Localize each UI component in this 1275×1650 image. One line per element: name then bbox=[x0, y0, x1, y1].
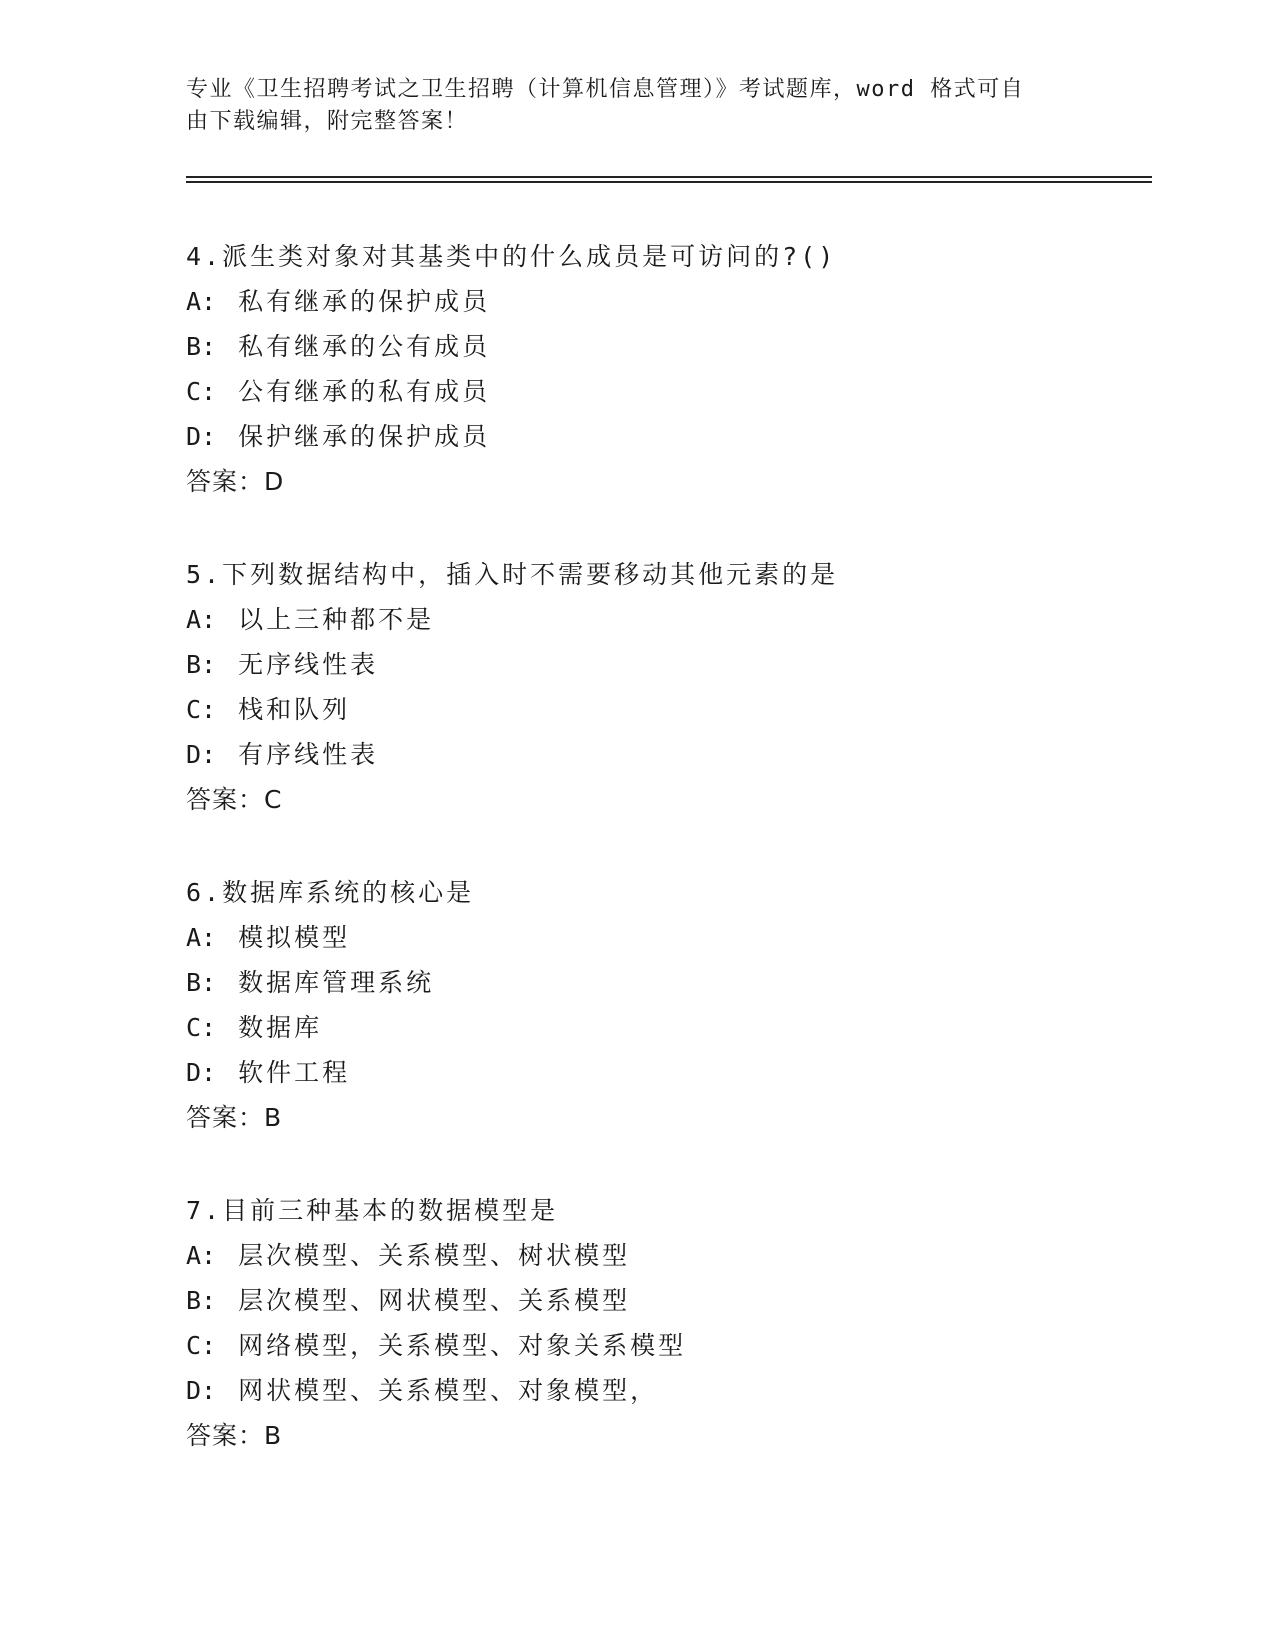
answer-line bbox=[186, 1413, 1166, 1458]
document-header bbox=[186, 74, 1066, 138]
answer-label: 答案： bbox=[186, 467, 265, 496]
header-line-1: 专业《卫生招聘考试之卫生招聘（计算机信息管理）》考试题库，word 格式可自 bbox=[186, 77, 1025, 102]
option-b bbox=[186, 960, 1166, 1005]
option-text: 网状模型、关系模型、对象模型， bbox=[238, 1376, 659, 1405]
option-text: 数据库 bbox=[238, 1013, 323, 1042]
option-a bbox=[186, 597, 1166, 642]
option-text: 公有继承的私有成员 bbox=[238, 377, 491, 406]
question-7 bbox=[186, 1188, 1166, 1506]
option-letter: A: bbox=[186, 287, 217, 316]
header-line-2: 由下载编辑，附完整答案！ bbox=[186, 109, 469, 134]
option-letter: A: bbox=[186, 605, 217, 634]
question-stem: 4.派生类对象对其基类中的什么成员是可访问的?() bbox=[186, 242, 837, 271]
option-letter: C: bbox=[186, 1013, 217, 1042]
answer-label: 答案： bbox=[186, 1103, 265, 1132]
option-letter: B: bbox=[186, 332, 217, 361]
option-c bbox=[186, 1005, 1166, 1050]
option-letter: D: bbox=[186, 422, 217, 451]
option-letter: A: bbox=[186, 1241, 217, 1270]
option-letter: D: bbox=[186, 1376, 217, 1405]
option-letter: D: bbox=[186, 1058, 217, 1087]
option-letter: B: bbox=[186, 1286, 217, 1315]
header-divider-top bbox=[186, 176, 1152, 178]
option-a bbox=[186, 1233, 1166, 1278]
option-a bbox=[186, 915, 1166, 960]
option-text: 网络模型，关系模型、对象关系模型 bbox=[238, 1331, 687, 1360]
answer-value: C bbox=[264, 785, 283, 814]
option-letter: C: bbox=[186, 695, 217, 724]
question-list bbox=[186, 234, 1166, 1506]
option-letter: B: bbox=[186, 650, 217, 679]
answer-value: B bbox=[264, 1103, 283, 1132]
option-d bbox=[186, 732, 1166, 777]
question-stem: 7.目前三种基本的数据模型是 bbox=[186, 1196, 559, 1225]
option-text: 私有继承的保护成员 bbox=[238, 287, 491, 316]
option-d bbox=[186, 1368, 1166, 1413]
option-d bbox=[186, 1050, 1166, 1095]
option-a bbox=[186, 279, 1166, 324]
answer-label: 答案： bbox=[186, 785, 265, 814]
option-text: 层次模型、关系模型、树状模型 bbox=[238, 1241, 631, 1270]
option-text: 模拟模型 bbox=[238, 923, 351, 952]
header-divider-bottom bbox=[186, 181, 1152, 183]
option-text: 有序线性表 bbox=[238, 740, 379, 769]
question-stem: 6.数据库系统的核心是 bbox=[186, 878, 475, 907]
option-text: 私有继承的公有成员 bbox=[238, 332, 491, 361]
question-6 bbox=[186, 870, 1166, 1188]
option-c bbox=[186, 1323, 1166, 1368]
option-b bbox=[186, 324, 1166, 369]
option-text: 层次模型、网状模型、关系模型 bbox=[238, 1286, 631, 1315]
answer-label: 答案： bbox=[186, 1421, 265, 1450]
option-b bbox=[186, 642, 1166, 687]
option-letter: B: bbox=[186, 968, 217, 997]
option-text: 以上三种都不是 bbox=[238, 605, 435, 634]
option-letter: C: bbox=[186, 1331, 217, 1360]
question-5 bbox=[186, 552, 1166, 870]
question-4 bbox=[186, 234, 1166, 552]
question-stem: 5.下列数据结构中，插入时不需要移动其他元素的是 bbox=[186, 560, 839, 589]
answer-line bbox=[186, 1095, 1166, 1140]
answer-line bbox=[186, 459, 1166, 504]
option-letter: A: bbox=[186, 923, 217, 952]
option-text: 无序线性表 bbox=[238, 650, 379, 679]
option-c bbox=[186, 369, 1166, 414]
option-text: 栈和队列 bbox=[238, 695, 351, 724]
option-text: 数据库管理系统 bbox=[238, 968, 435, 997]
answer-value: D bbox=[264, 467, 285, 496]
answer-line bbox=[186, 777, 1166, 822]
option-d bbox=[186, 414, 1166, 459]
option-letter: D: bbox=[186, 740, 217, 769]
option-letter: C: bbox=[186, 377, 217, 406]
option-text: 软件工程 bbox=[238, 1058, 351, 1087]
answer-value: B bbox=[264, 1421, 283, 1450]
option-c bbox=[186, 687, 1166, 732]
option-b bbox=[186, 1278, 1166, 1323]
option-text: 保护继承的保护成员 bbox=[238, 422, 491, 451]
